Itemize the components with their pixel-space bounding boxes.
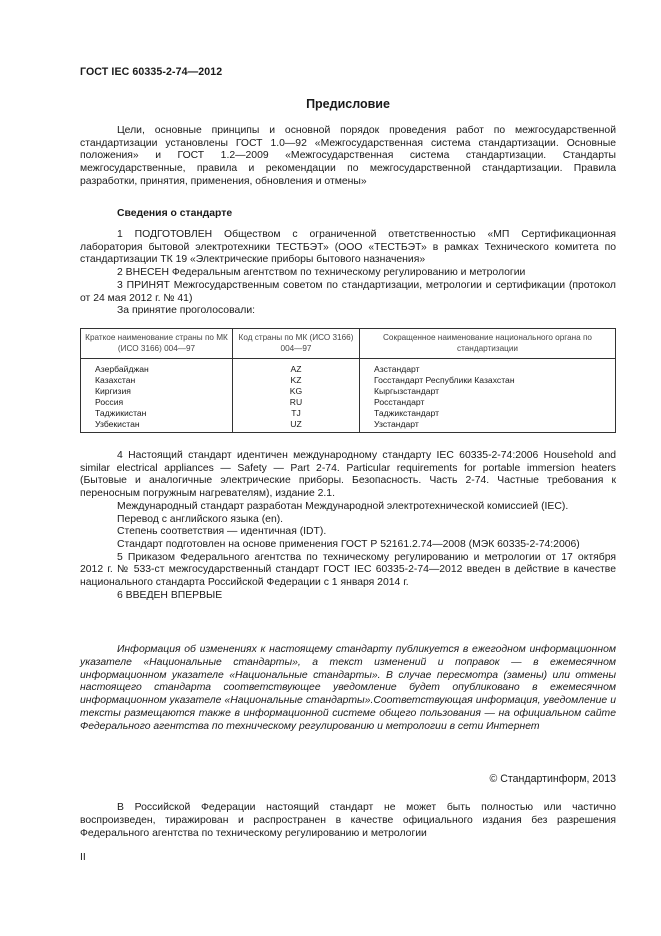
copyright-line: © Стандартинформ, 2013 — [489, 773, 616, 785]
standards-body: Госстандарт Республики Казахстан — [360, 375, 616, 386]
standard-info-items — [80, 229, 616, 318]
table-header-body: Сокращенное наименование национального органа по стандартизации — [360, 329, 616, 359]
item-introduced: 2 ВНЕСЕН Федеральным агентством по техническому регулированию и метрологии — [117, 267, 526, 279]
intro-paragraph: Цели, основные принципы и основной порядок проведения работ по межгосударственной стандартизации установлены ГОСТ 1.0—92 «Межгосударственная система стандартизации. Основные положения» и ГОСТ 1.2—2009 «Межгосударственная система стандартизации. Стандарты межгосударственные, правила и рекомендации по межгосударственной стандартизации. Правила разработки, принятия, применения, обновления и отмены» — [80, 125, 616, 187]
table-row — [81, 359, 616, 376]
country-code: UZ — [233, 419, 360, 433]
reproduction-notice-text: В Российской Федерации настоящий стандарт не может быть полностью или частично воспроизведен, тиражирован и распространен в качестве официального издания без разрешения Федерального агентства по техническому регулированию и метрологии — [80, 802, 616, 839]
country-code: KG — [233, 386, 360, 397]
reproduction-notice — [80, 802, 616, 840]
country-name: Киргизия — [81, 386, 233, 397]
table-row — [81, 408, 616, 419]
country-name: Таджикистан — [81, 408, 233, 419]
table-header-country: Краткое наименование страны по МК (ИСО 3166) 004—97 — [81, 329, 233, 359]
item-prepared: 1 ПОДГОТОВЛЕН Обществом с ограниченной ответственностью «МП Сертификационная лаборатория бытовой электротехники ТЕСТБЭТ» (ООО «ТЕСТБЭТ» в рамках Технического комитета по стандартизации ТК 19 «Электрические приборы бытового назначения» — [80, 229, 616, 266]
item-adopted: 3 ПРИНЯТ Межгосударственным советом по стандартизации, метрологии и сертификации (протокол от 24 мая 2012 г. № 41) — [80, 279, 616, 304]
table-header-row — [81, 329, 616, 359]
country-code: TJ — [233, 408, 360, 419]
table-row — [81, 397, 616, 408]
country-name: Азербайджан — [81, 359, 233, 376]
table-row — [81, 419, 616, 433]
standards-body: Кыргызстандарт — [360, 386, 616, 397]
country-code: RU — [233, 397, 360, 408]
item-degree-of-correspondence: Степень соответствия — идентичная (IDT). — [117, 526, 327, 538]
voting-countries-table — [80, 328, 616, 433]
change-information-notice — [80, 644, 616, 734]
country-name: Узбекистан — [81, 419, 233, 433]
standard-info-heading: Сведения о стандарте — [117, 208, 233, 219]
intro-section — [80, 125, 616, 189]
standards-body: Росстандарт — [360, 397, 616, 408]
country-name: Россия — [81, 397, 233, 408]
country-name: Казахстан — [81, 375, 233, 386]
standards-body: Узстандарт — [360, 419, 616, 433]
standards-body: Азстандарт — [360, 359, 616, 376]
page-title: Предисловие — [306, 97, 390, 111]
standard-info-items-continued — [80, 450, 616, 602]
document-header-code: ГОСТ IEC 60335-2-74—2012 — [80, 66, 223, 78]
item-based-on: Стандарт подготовлен на основе применения ГОСТ Р 52161.2.74—2008 (МЭК 60335-2-74:2006) — [117, 538, 580, 550]
info-notice-text: Информация об изменениях к настоящему стандарту публикуется в ежегодном информационном указателе «Национальные стандарты», а текст изменений и поправок — в ежемесячном информационном указателе «Национальные стандарты». В случае пересмотра (замены) или отмены настоящего стандарта соответствующее уведомление будет опубликовано в ежемесячном информационном указателе «Национальные стандарты».Соответствующая информация, уведомление и тексты размещаются также в информационной системе общего пользования — на официальном сайте Федерального агентства по техническому регулированию и метрологии в сети Интернет — [80, 644, 616, 732]
table-row — [81, 386, 616, 397]
country-code: AZ — [233, 359, 360, 376]
item-translation: Перевод с английского языка (en). — [117, 513, 284, 525]
table-row — [81, 375, 616, 386]
item-developer: Международный стандарт разработан Международной электротехнической комиссией (IEC). — [117, 500, 569, 512]
item-voted-label: За принятие проголосовали: — [117, 305, 256, 317]
country-code: KZ — [233, 375, 360, 386]
item-first-introduced: 6 ВВЕДЕН ВПЕРВЫЕ — [117, 589, 223, 601]
page-number: II — [80, 852, 86, 863]
table-header-code: Код страны по МК (ИСО 3166) 004—97 — [233, 329, 360, 359]
standards-body: Таджикстандарт — [360, 408, 616, 419]
item-order: 5 Приказом Федерального агентства по техническому регулированию и метрологии от 17 октября 2012 г. № 533-ст межгосударственный стандарт ГОСТ IEC 60335-2-74—2012 введен в действие в качестве национального стандарта Российской Федерации с 1 января 2014 г. — [80, 551, 616, 589]
item-identical-standard: 4 Настоящий стандарт идентичен международному стандарту IEC 60335-2-74:2006 Household and similar electrical appliances — Safety — Part 2-74. Particular requirements for portable immersion heaters (Бытовые и аналогичные электрические приборы. Безопасность. Часть 2-74. Частные требования к переносным погружным нагревателям), издание 2.1. — [80, 450, 616, 500]
